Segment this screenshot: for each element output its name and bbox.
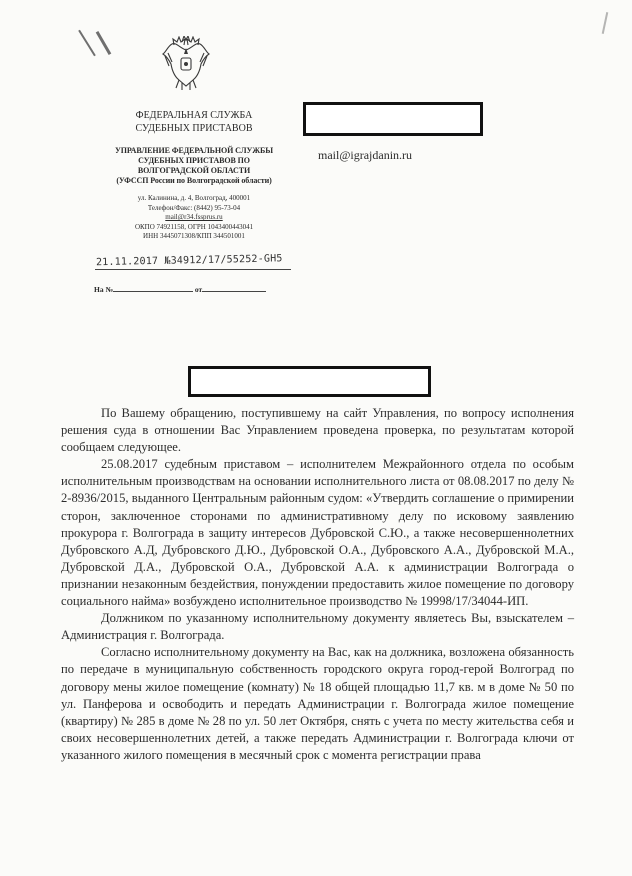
agency-email-link[interactable]: mail@r34.fssprus.ru xyxy=(165,213,223,221)
body-paragraph: Согласно исполнительному документу на Вас, как на должника, возложена обязанность по передаче в муниципальную собственность городского округа город-герой Волгоград по договору мены жилое помещение (комнату) № 18 общей площадью 11,7 кв. м в доме № 50 по ул. Панферова и освободить и передать Администрации г. Волгограда жилое помещение (квартиру) № 285 в доме № 28 по ул. 50 лет Октября, снять с учета по месту жительства себя и своих несовершеннолетних детей, а также передать Администрации г. Волгограда ключи от указанного жилого помещения в месячный срок с момента регистрации права xyxy=(61,645,574,762)
body-paragraph: Должником по указанному исполнительному документу являетесь Вы, взыскателем – Администрация г. Волгограда. xyxy=(61,611,574,643)
recipient-email: mail@igrajdanin.ru xyxy=(318,148,413,162)
subdivision-line: ВОЛГОГРАДСКОЙ ОБЛАСТИ xyxy=(137,166,251,175)
letter-body xyxy=(61,405,574,764)
redacted-addressee xyxy=(188,366,431,397)
agency-title xyxy=(92,110,296,135)
agency-address xyxy=(92,194,296,242)
ot-blank xyxy=(202,284,266,292)
agency-title-line: СУДЕБНЫХ ПРИСТАВОВ xyxy=(135,122,253,134)
na-blank xyxy=(113,284,193,292)
body-paragraph: По Вашему обращению, поступившему на сайт Управления, по вопросу исполнения решения суда в отношении Вас Управлением проведена проверка, по результатам которой сообщаем следующее. xyxy=(61,406,574,455)
body-paragraph: 25.08.2017 судебным приставом – исполнителем Межрайонного отдела по особым исполнительным производствам на основании исполнительного листа от 08.08.2017 по делу № 2-8936/2015, выданного Центральным районным судом: «Утвердить соглашение о примирении сторон, заключенное сторонами по административному делу по исковому заявлению прокурора г. Волгограда в защиту интересов Дубровской С.Ю., а также несовершеннолетних Дубровского А.Д, Дубровского Д.Ю., Дубровской О.А., Дубровского А.А., Дубровской М.А., Дубровской Д.А., Дубровской О.А., Дубровской А.А. к администрации Волгограда о признании незаконным бездействия, понуждении предоставить жилое помещение по договору социального найма» возбуждено исполнительное производство № 19998/17/34044-ИП. xyxy=(61,457,574,609)
address-line: ул. Калинина, д. 4, Волгоград, 400001 xyxy=(137,194,251,202)
na-label: На № xyxy=(94,285,113,294)
scan-mark xyxy=(78,30,96,57)
phone-line: Телефон/Факс: (8442) 95-73-04 xyxy=(147,203,241,212)
scan-mark xyxy=(96,31,112,55)
handwritten-outgoing-number: 21.11.2017 №34912/17/55252-GH5 xyxy=(95,253,283,269)
scan-mark xyxy=(602,12,609,34)
redacted-recipient-name xyxy=(303,102,483,136)
agency-subdivision xyxy=(92,146,296,186)
ot-label: от xyxy=(194,285,203,294)
coat-of-arms-emblem xyxy=(160,36,212,92)
subdivision-line: (УФССП России по Волгоградской области) xyxy=(116,176,272,185)
inn-line: ИНН 3445071308/КПП 344501001 xyxy=(143,232,245,240)
subdivision-line: СУДЕБНЫХ ПРИСТАВОВ ПО xyxy=(138,156,250,165)
subdivision-line: УПРАВЛЕНИЕ ФЕДЕРАЛЬНОЙ СЛУЖБЫ xyxy=(114,146,273,155)
okpo-line: ОКПО 74921158, ОГРН 1043400443041 xyxy=(134,222,254,231)
outgoing-underline xyxy=(95,269,291,270)
agency-title-line: ФЕДЕРАЛЬНАЯ СЛУЖБА xyxy=(135,110,253,121)
reference-number-field xyxy=(94,284,266,294)
